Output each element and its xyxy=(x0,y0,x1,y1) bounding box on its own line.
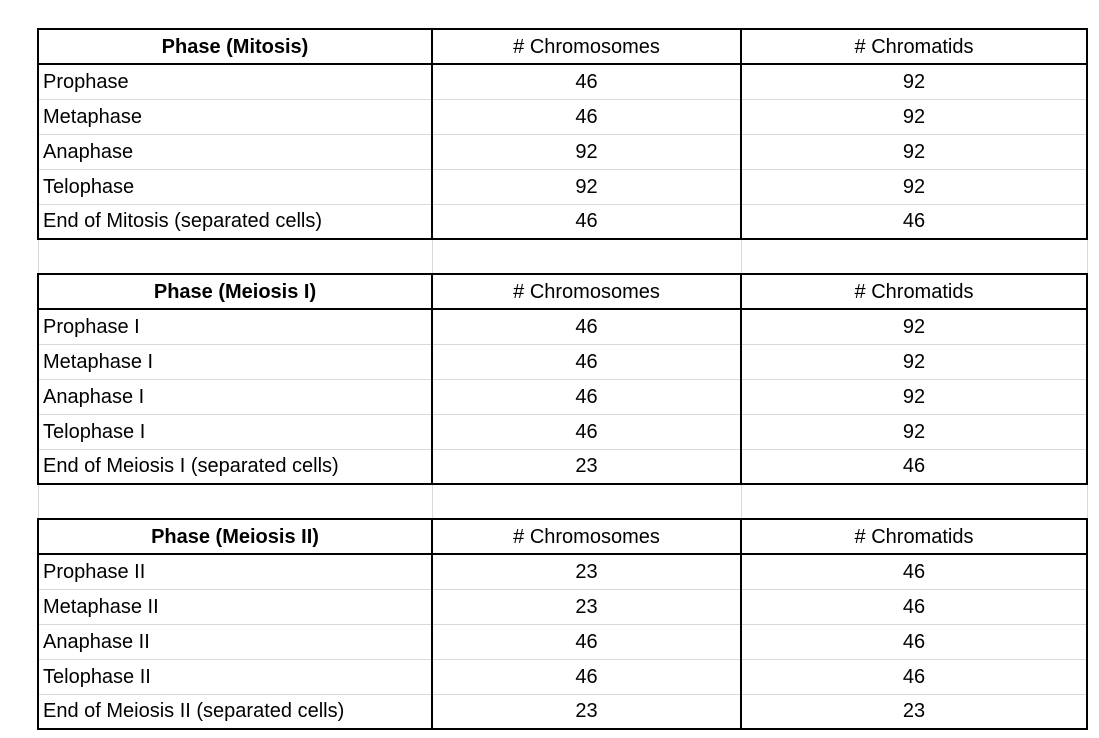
cell-chromatids[interactable]: 46 xyxy=(741,659,1087,694)
cell-phase[interactable]: Prophase II xyxy=(38,554,432,589)
table-row xyxy=(38,554,1087,589)
table-row xyxy=(38,449,1087,484)
empty-cell[interactable] xyxy=(741,484,1087,519)
empty-cell[interactable] xyxy=(38,239,432,274)
cell-phase[interactable]: End of Mitosis (separated cells) xyxy=(38,204,432,239)
cell-chromosomes[interactable]: 92 xyxy=(432,169,741,204)
cell-phase[interactable]: Anaphase xyxy=(38,134,432,169)
cell-chromosomes[interactable]: 46 xyxy=(432,379,741,414)
table-row xyxy=(38,204,1087,239)
cell-chromosomes[interactable]: 46 xyxy=(432,624,741,659)
cell-chromatids[interactable]: 92 xyxy=(741,379,1087,414)
cell-phase[interactable]: Telophase I xyxy=(38,414,432,449)
table-row xyxy=(38,414,1087,449)
header-chromatids[interactable]: # Chromatids xyxy=(741,274,1087,309)
cell-phase[interactable]: Telophase II xyxy=(38,659,432,694)
table-row xyxy=(38,344,1087,379)
table-row xyxy=(38,309,1087,344)
cell-chromosomes[interactable]: 46 xyxy=(432,99,741,134)
cell-phase[interactable]: End of Meiosis I (separated cells) xyxy=(38,449,432,484)
header-phase-meiosis-1[interactable]: Phase (Meiosis I) xyxy=(38,274,432,309)
empty-cell[interactable] xyxy=(38,484,432,519)
table-row xyxy=(38,99,1087,134)
empty-row xyxy=(38,484,1087,519)
cell-chromosomes[interactable]: 92 xyxy=(432,134,741,169)
empty-cell[interactable] xyxy=(741,239,1087,274)
chromosome-table xyxy=(37,28,1088,730)
table-row xyxy=(38,624,1087,659)
cell-chromatids[interactable]: 92 xyxy=(741,414,1087,449)
header-chromatids[interactable]: # Chromatids xyxy=(741,29,1087,64)
cell-phase[interactable]: Anaphase I xyxy=(38,379,432,414)
cell-chromatids[interactable]: 23 xyxy=(741,694,1087,729)
cell-chromosomes[interactable]: 23 xyxy=(432,589,741,624)
header-phase-meiosis-2[interactable]: Phase (Meiosis II) xyxy=(38,519,432,554)
cell-phase[interactable]: Prophase I xyxy=(38,309,432,344)
cell-chromosomes[interactable]: 46 xyxy=(432,344,741,379)
cell-phase[interactable]: Prophase xyxy=(38,64,432,99)
table-row xyxy=(38,589,1087,624)
cell-chromatids[interactable]: 92 xyxy=(741,344,1087,379)
header-chromatids[interactable]: # Chromatids xyxy=(741,519,1087,554)
header-phase-mitosis[interactable]: Phase (Mitosis) xyxy=(38,29,432,64)
cell-chromatids[interactable]: 46 xyxy=(741,554,1087,589)
cell-phase[interactable]: Anaphase II xyxy=(38,624,432,659)
cell-chromatids[interactable]: 92 xyxy=(741,169,1087,204)
cell-chromosomes[interactable]: 46 xyxy=(432,659,741,694)
table-row xyxy=(38,694,1087,729)
cell-phase[interactable]: Telophase xyxy=(38,169,432,204)
cell-phase[interactable]: Metaphase II xyxy=(38,589,432,624)
table-row xyxy=(38,379,1087,414)
header-chromosomes[interactable]: # Chromosomes xyxy=(432,29,741,64)
cell-chromatids[interactable]: 92 xyxy=(741,134,1087,169)
cell-chromatids[interactable]: 92 xyxy=(741,99,1087,134)
table-row xyxy=(38,169,1087,204)
table-header-row xyxy=(38,519,1087,554)
cell-chromosomes[interactable]: 23 xyxy=(432,554,741,589)
cell-chromosomes[interactable]: 46 xyxy=(432,309,741,344)
header-chromosomes[interactable]: # Chromosomes xyxy=(432,519,741,554)
table-header-row xyxy=(38,29,1087,64)
table-row xyxy=(38,64,1087,99)
cell-chromosomes[interactable]: 23 xyxy=(432,694,741,729)
cell-phase[interactable]: Metaphase xyxy=(38,99,432,134)
cell-chromatids[interactable]: 46 xyxy=(741,204,1087,239)
header-chromosomes[interactable]: # Chromosomes xyxy=(432,274,741,309)
spreadsheet xyxy=(37,28,1086,730)
cell-chromatids[interactable]: 92 xyxy=(741,64,1087,99)
table-row xyxy=(38,134,1087,169)
cell-chromosomes[interactable]: 46 xyxy=(432,204,741,239)
cell-chromosomes[interactable]: 46 xyxy=(432,64,741,99)
cell-phase[interactable]: End of Meiosis II (separated cells) xyxy=(38,694,432,729)
table-header-row xyxy=(38,274,1087,309)
empty-cell[interactable] xyxy=(432,484,741,519)
cell-chromosomes[interactable]: 23 xyxy=(432,449,741,484)
cell-phase[interactable]: Metaphase I xyxy=(38,344,432,379)
empty-cell[interactable] xyxy=(432,239,741,274)
cell-chromatids[interactable]: 46 xyxy=(741,449,1087,484)
empty-row xyxy=(38,239,1087,274)
cell-chromatids[interactable]: 46 xyxy=(741,624,1087,659)
table-row xyxy=(38,659,1087,694)
cell-chromosomes[interactable]: 46 xyxy=(432,414,741,449)
cell-chromatids[interactable]: 92 xyxy=(741,309,1087,344)
cell-chromatids[interactable]: 46 xyxy=(741,589,1087,624)
